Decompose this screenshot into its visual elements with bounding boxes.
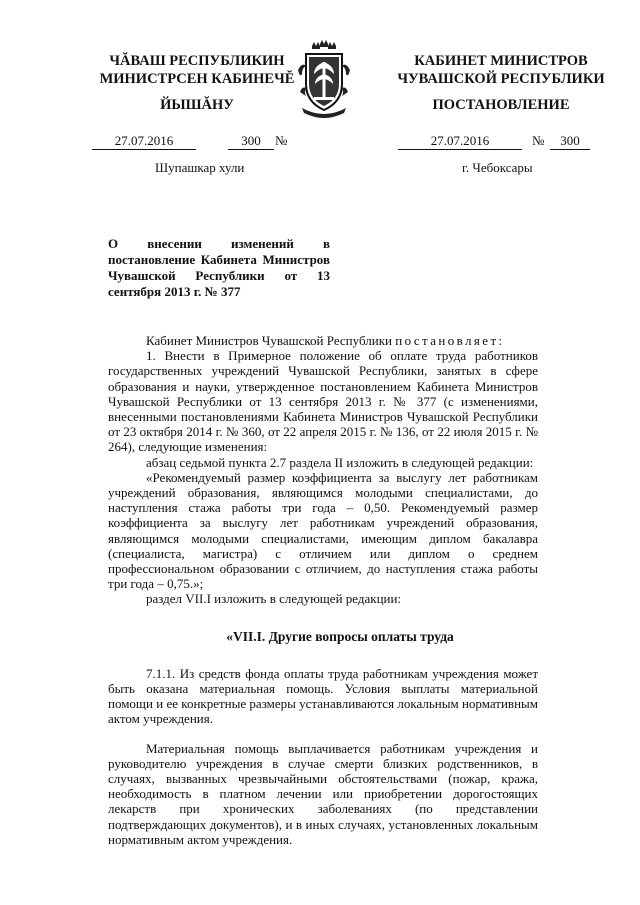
city-right: г. Чебоксары bbox=[462, 160, 533, 175]
paragraph-5: 7.1.1. Из средств фонда оплаты труда работникам учреждения может быть оказана материальная помощь. Условия выплаты материальной помощи и ее конкретные размеры устанавливаются локальным нормативным актом учреждения. bbox=[108, 665, 538, 727]
header-left-doc-type: ЙЫШĂНУ bbox=[160, 97, 234, 113]
date-right: 27.07.2016 bbox=[398, 133, 522, 150]
city-left: Шупашкар хули bbox=[155, 160, 245, 175]
number-right: 300 bbox=[550, 133, 590, 150]
paragraph-6: Материальная помощь выплачивается работникам учреждения и руководителю учреждения в случае смерти близких родственников, в случаях, вызванных чрезвычайными обстоятельствами (пожар, кража, необходимость в платном лечении или приобретении дорогостоящих лекарств при хронических заболеваниях (по представлении подтверждающих документов), и в иных случаях, установленных локальным нормативным актом учреждения. bbox=[108, 740, 538, 847]
chuvash-coat-of-arms-icon bbox=[294, 40, 354, 118]
section-title: «VII.I. Другие вопросы оплаты труда bbox=[226, 628, 454, 644]
header-right-line2: ЧУВАШСКОЙ РЕСПУБЛИКИ bbox=[397, 71, 605, 87]
preamble-prefix: Кабинет Министров Чувашской Республики bbox=[146, 333, 392, 348]
date-left: 27.07.2016 bbox=[92, 133, 196, 150]
preamble-verb: постановляет: bbox=[395, 333, 505, 348]
paragraph-3: «Рекомендуемый размер коэффициента за выслугу лет работникам учреждений образования, являющимся молодыми специалистами, до наступления стажа работы три года – 0,50. Рекомендуемый размер коэффициента за выслугу лет работникам учреждений образования, являющимся молодыми специалистами, имеющим диплом бакалавра (специалиста, магистра) с отличием или диплом о среднем профессиональном образовании с отличием, до наступления стажа работы три года – 0,75.»; bbox=[108, 469, 538, 592]
header-left-line2: МИНИСТРСЕН КАБИНЕЧĔ bbox=[99, 71, 295, 87]
number-sign-left: № bbox=[275, 133, 288, 148]
header-right-org bbox=[392, 52, 610, 88]
paragraph-2: абзац седьмой пункта 2.7 раздела II изложить в следующей редакции: bbox=[146, 454, 534, 470]
header-left-org bbox=[82, 52, 312, 88]
document-subject bbox=[108, 236, 330, 300]
subject-text: О внесении изменений в постановление Кабинета Министров Чувашской Республики от 13 сентября 2013 г. № 377 bbox=[108, 236, 330, 299]
paragraph-1: 1. Внести в Примерное положение об оплате труда работников государственных учреждений Чувашской Республики, занятых в сфере образования и науки, утвержденное постановлением Кабинета Министров Чувашской Республики от 13 сентября 2013 г. № 377 (с изменениями, внесенными постановлениями Кабинета Министров Чувашской Республики от 23 октября 2014 г. № 360, от 22 апреля 2015 г. № 136, от 22 июля 2015 г. № 264), следующие изменения: bbox=[108, 348, 538, 455]
header-left-line1: ЧĂВАШ РЕСПУБЛИКИН bbox=[109, 53, 285, 69]
number-sign-right: № bbox=[532, 133, 545, 148]
header-right-line1: КАБИНЕТ МИНИСТРОВ bbox=[414, 53, 588, 69]
header-right-doc-type: ПОСТАНОВЛЕНИЕ bbox=[432, 97, 570, 113]
document-body bbox=[108, 333, 538, 847]
number-left: 300 bbox=[228, 133, 274, 150]
preamble bbox=[108, 333, 538, 348]
paragraph-4: раздел VII.I изложить в следующей редакции: bbox=[146, 591, 402, 607]
